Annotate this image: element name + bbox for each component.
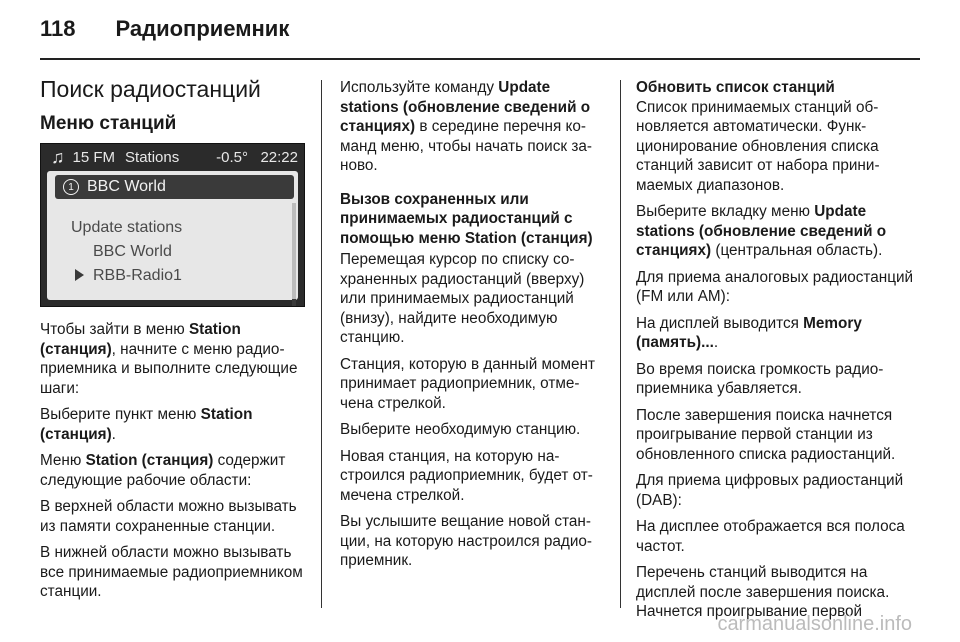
sub-heading-text: Обновить список станций	[636, 79, 835, 96]
text: в середине перечня команд меню, чтобы начать поиск заново.	[340, 118, 592, 174]
text: На дисплей выводится	[636, 314, 804, 332]
display-scrollbar-thumb	[292, 299, 296, 307]
text: .	[713, 334, 719, 351]
watermark: carmanualsonline.info	[717, 613, 912, 635]
paragraph	[40, 405, 308, 444]
bold-term: Station (станция)	[85, 452, 214, 469]
paragraph: Перечень станций выводится на дисплей после завершения поиска. Начнется проигрывание первой	[636, 564, 890, 620]
paragraph: Вы услышите вещание новой станции, на которую настроился радиоприемник.	[340, 513, 593, 569]
section-title: Радиоприемник	[115, 16, 290, 41]
paragraph: Список принимаемых станций обновляется автоматически. Функционирование обновления списка станций зависит от набора принимаемых диапазонов.	[636, 98, 880, 194]
bold-term: Station (станция)	[40, 321, 241, 358]
bold-term: Update stations (обновление сведений о станциях)	[340, 79, 591, 135]
bold-term: Update stations (обновление сведений о станциях)	[636, 203, 887, 259]
paragraph: Выберите необходимую станцию.	[340, 421, 581, 438]
column-3	[636, 78, 920, 629]
radio-display-image	[40, 143, 305, 307]
paragraph: Во время поиска громкость радиоприемника убавляется.	[636, 360, 884, 397]
music-note-icon: ♫	[51, 147, 65, 167]
text: .	[111, 425, 116, 443]
paragraph: После завершения поиска начнется проигрывание первой станции из обновленного списка радиостанций.	[636, 406, 896, 463]
display-selected-station	[55, 175, 294, 199]
text: содержит следующие рабочие области:	[40, 452, 286, 489]
text: Выберите вкладку меню	[636, 203, 815, 220]
paragraph: Станция, которую в данный момент принимает радиоприемник, отмечена стрелкой.	[340, 355, 596, 412]
paragraph: На дисплее отображается вся полоса частот.	[636, 518, 905, 555]
paragraph: В верхней области можно вызывать из памяти сохраненные станции.	[40, 498, 297, 535]
text: Меню	[40, 452, 86, 469]
display-station-item: RBB-Radio1	[93, 267, 182, 284]
bold-term: Memory (память)...	[636, 314, 862, 351]
display-station-item: BBC World	[93, 243, 172, 260]
column-2	[340, 78, 606, 578]
paragraph: Для приема аналоговых радиостанций (FM или AM):	[636, 268, 914, 305]
page-heading: Поиск радиостанций	[40, 76, 261, 102]
paragraph: Для приема цифровых радиостанций (DAB):	[636, 472, 904, 509]
paragraph	[40, 451, 308, 490]
display-list	[47, 171, 298, 300]
sub-heading	[636, 78, 920, 98]
page-header	[40, 16, 289, 48]
header-rule	[40, 58, 920, 60]
display-status-bar	[41, 144, 304, 171]
column-divider-1	[321, 80, 322, 608]
paragraph	[340, 78, 606, 176]
paragraph	[636, 314, 920, 353]
text: (центральная область).	[711, 242, 883, 259]
page-number: 118	[40, 16, 76, 41]
display-band: 15 FM	[72, 149, 116, 166]
display-update-stations: Update stations	[71, 219, 183, 236]
paragraph: Новая станция, на которую настроился радиоприемник, будет отмечена стрелкой.	[340, 447, 593, 504]
paragraph: В нижней области можно вызывать все принимаемые радиоприемником станции.	[40, 544, 303, 600]
text: , начните с меню радиоприемника и выполните следующие шаги:	[40, 340, 298, 397]
text: Чтобы зайти в меню	[40, 321, 189, 338]
paragraph	[636, 202, 920, 261]
sub-heading	[340, 190, 606, 249]
column-divider-2	[620, 80, 621, 608]
column-1	[40, 320, 308, 609]
display-offset: -0.5°	[216, 149, 248, 166]
display-menu-title: Stations	[125, 149, 180, 166]
display-selected-label: BBC World	[87, 178, 166, 195]
paragraph	[40, 320, 308, 398]
current-station-arrow-icon	[75, 269, 84, 281]
text: Используйте команду	[340, 79, 499, 96]
text: Выберите пункт меню	[40, 406, 201, 423]
paragraph: Перемещая курсор по списку сохраненных радиостанций (вверху) или принимаемых радиостанций (внизу), найдите необходимую станцию.	[340, 251, 585, 346]
display-scrollbar	[292, 203, 296, 307]
display-time: 22:22	[260, 149, 298, 166]
page-subheading: Меню станций	[40, 113, 177, 134]
sub-heading-text: Вызов сохраненных или принимаемых радиостанций с помощью меню Station (станция)	[340, 190, 593, 247]
bold-term: Station (станция)	[40, 406, 253, 443]
preset-number-icon: 1	[63, 179, 79, 195]
